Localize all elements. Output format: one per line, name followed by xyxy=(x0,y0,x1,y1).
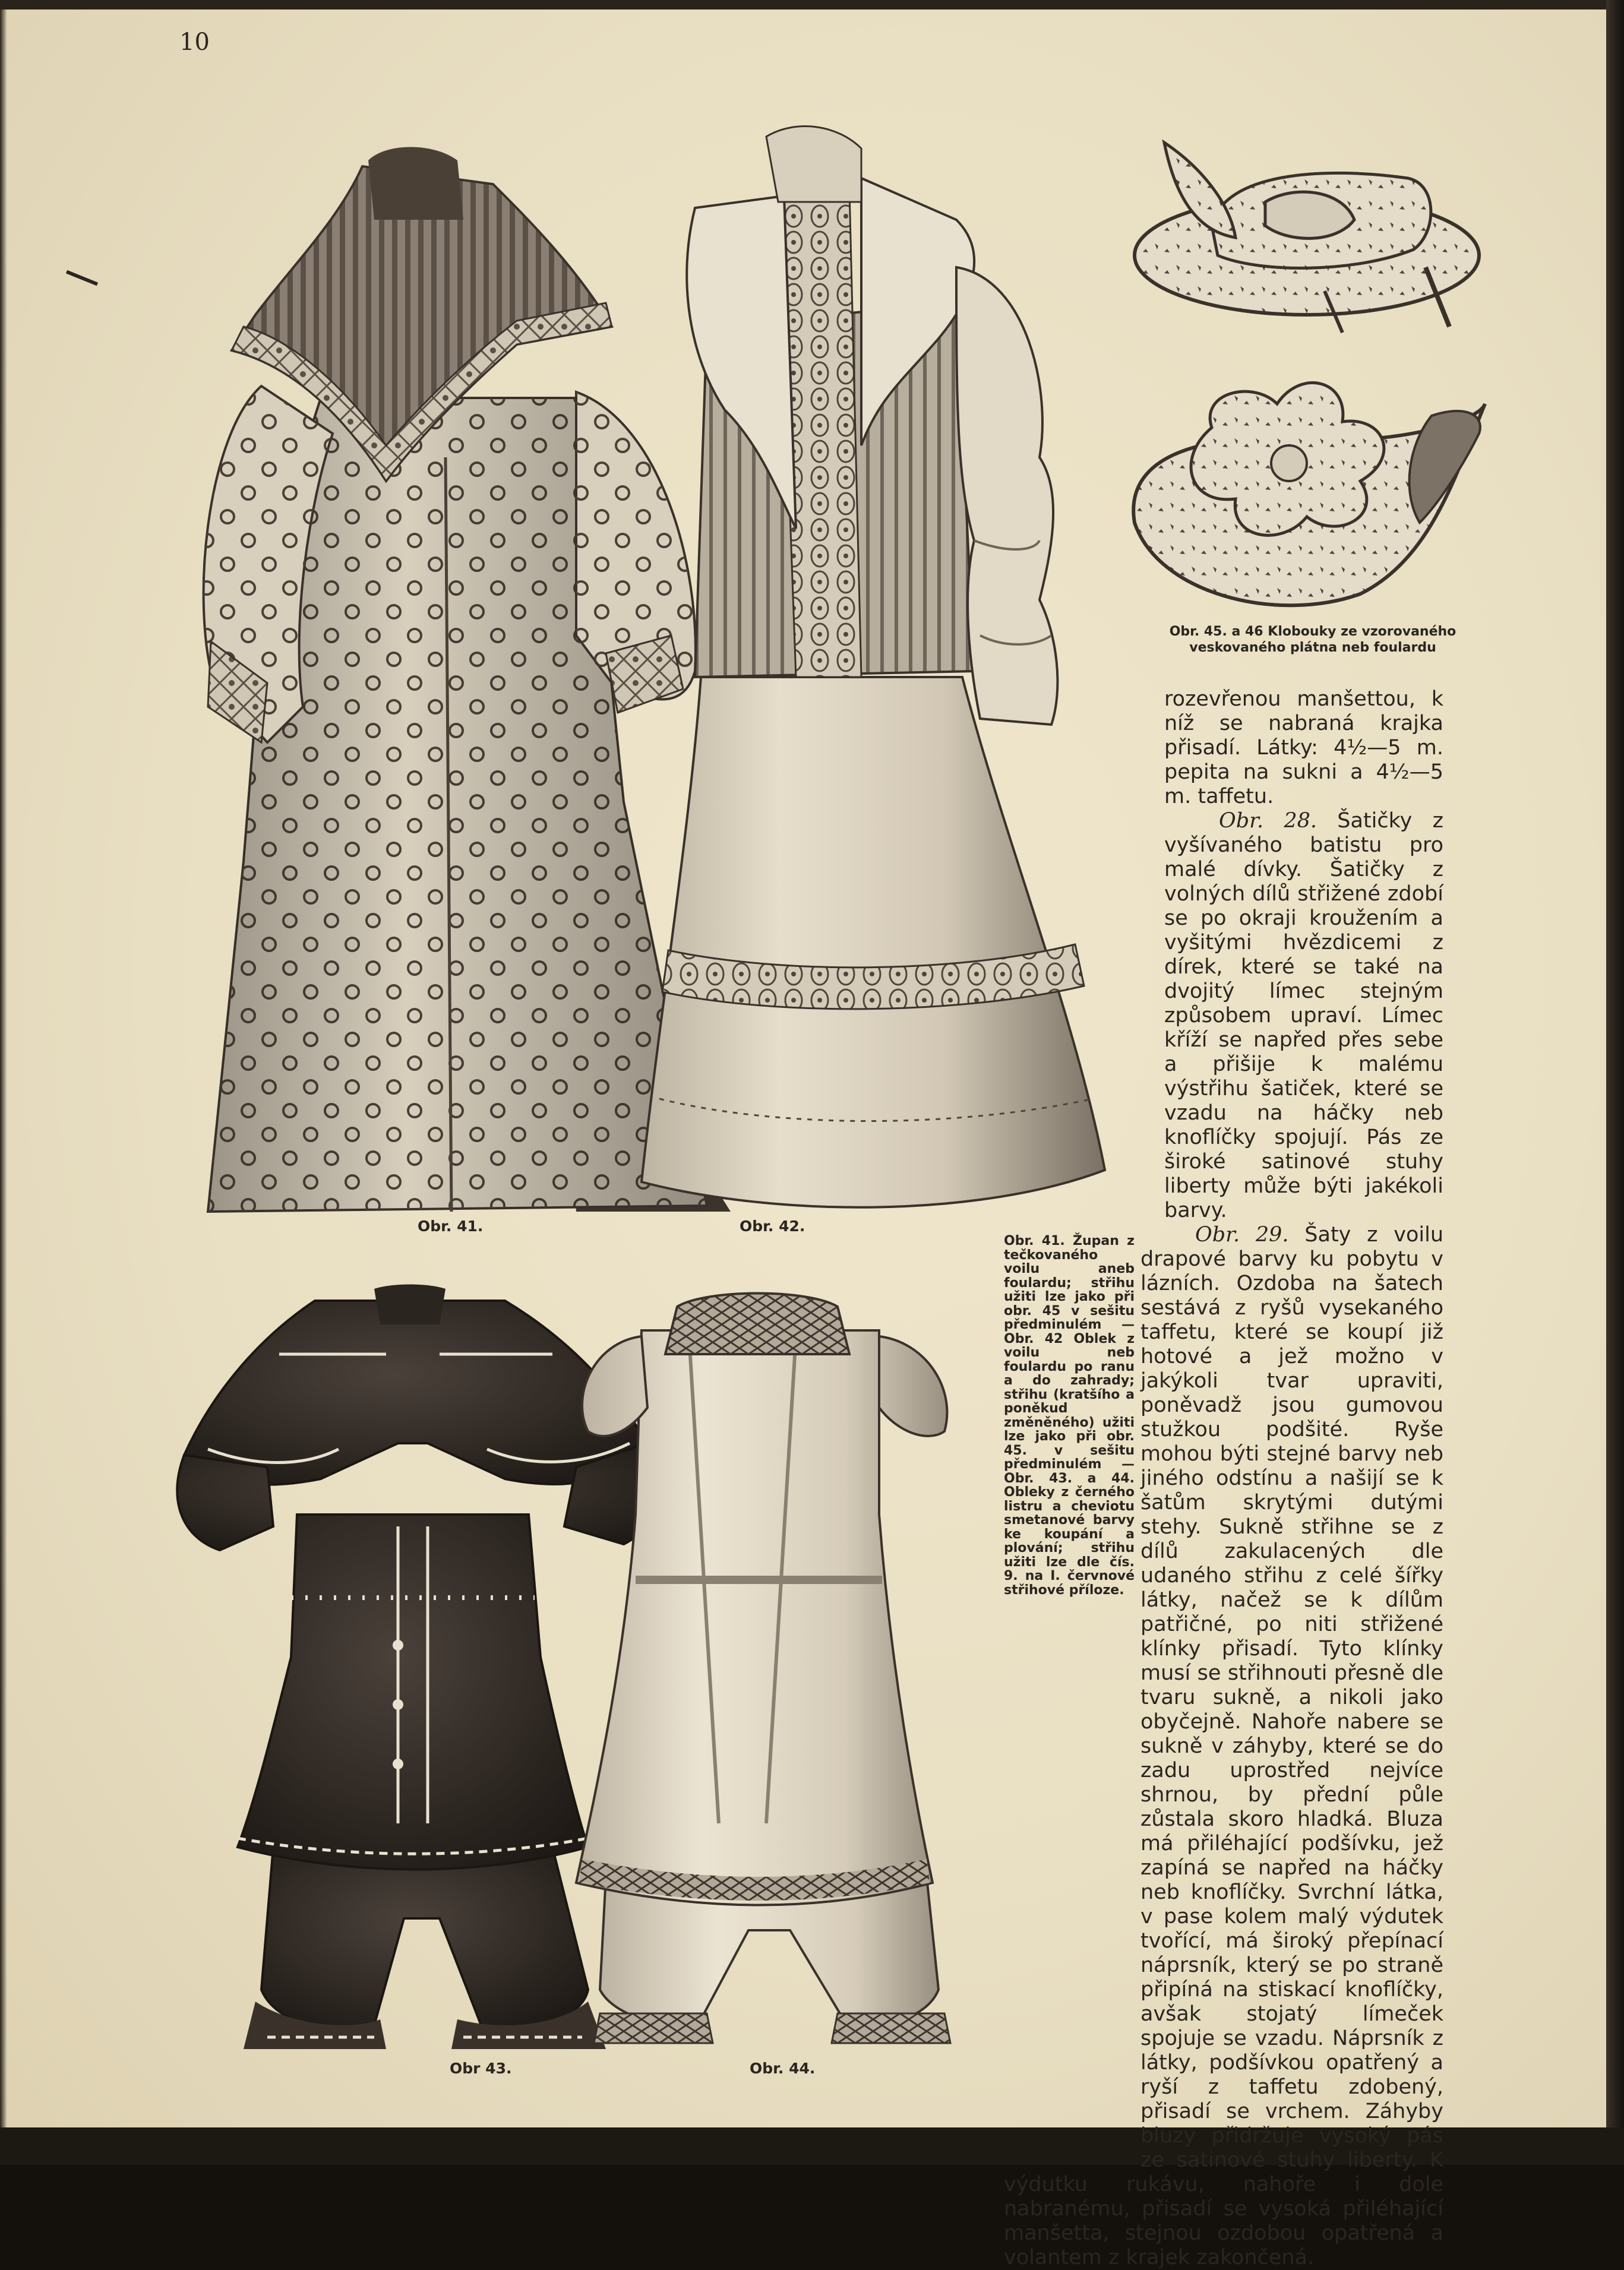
figure-41-label: Obr. 41. xyxy=(418,1218,484,1235)
obr29-label: Obr. 29. xyxy=(1195,1223,1289,1247)
figure-44-label: Obr. 44. xyxy=(750,2060,816,2077)
figure-42-label: Obr. 42. xyxy=(740,1218,805,1235)
figure-45-46-caption: Obr. 45. a 46 Klobouky ze vzorovaného veskovaného plátna neb foulardu xyxy=(1169,624,1456,655)
figure-44-bathing-suit-cream xyxy=(570,1289,956,2055)
figure-46-hat xyxy=(1123,368,1491,618)
figures-41-44-caption: Obr. 41. Župan z tečkovaného voilu aneb foulardu; střihu užiti lze jako při obr. 45 v sešitu předminulém — Obr. 42 Oblek z voilu neb foulardu po ranu a do zahrady; střihu (kratšího a poněkud změněného) užiti lze jako při obr. 45. v sešitu předminulém — Obr. 43. a 44. Obleky z černého listru a cheviotu smetanové barvy ke koupání a plování; střihu užiti lze dle čís. 9. na I. červnové střihové příloze. xyxy=(1004,1234,1135,1598)
page-number: 10 xyxy=(179,29,210,56)
obr28-text: Šatičky z vyšívaného batistu pro malé dívky. Šatičky z volných dílů střižené zdobí se po okraji kroužením a vyšitými hvězdicemi z dírek, které se také na dvojitý límec stejným způsobem upraví. Límec kříží se napřed přes sebe a přišije k malému výstřihu šatiček, které se vzadu na háčky neb knoflíčky spojují. Pás ze široké satinové stuhy liberty může býti jakékoli barvy. xyxy=(1164,809,1443,1222)
article-paragraph-continuation: rozevřenou manšettou, k níž se nabraná krajka přisadí. Látky: 4½—5 m. pepita na sukni a 4½—5 m. taffetu. xyxy=(1164,687,1443,808)
pencil-mark xyxy=(66,270,98,286)
obr28-label: Obr. 28. xyxy=(1219,809,1317,833)
scan-edge-right xyxy=(1606,0,1624,2165)
scan-edge-top xyxy=(0,0,1624,10)
obr29-text: Šaty z voilu drapové barvy ku pobytu v lázních. Ozdoba na šatech sestává z ryšů vysekaného taffetu, které se koupí již hotové a jež možno v jakýkoli tvar upraviti, poněvadž jsou gumovou stužkou podšité. Ryše mohou býti stejné barvy neb jiného odstínu a našijí se k šatům skrytými dutými stehy. Sukně střihne se z dílů zakulacených dle udaného střihu z celé šířky látky, načež se k dílům patřičné, po niti střižené klínky přisadí. Tyto klínky musí se střihnouti přesně dle tvaru sukně, a nikoli jako obyčejně. Nahoře nabere se sukně v záhyby, které se do zadu uprostřed nejvíce shrnou, by přední půle zůstala skoro hladká. Bluza má přiléhající podšívku, jež zapíná se napřed na háčky neb knoflíčky. Svrchní látka, v pase kolem malý výdutek tvořící, má široký přepínací náprsník, který se po straně připíná na stiskací knoflíčky, avšak stojatý límeček spojuje se vzadu. Náprsník z látky, podšívkou opatřený a ryší z taffetu zdobený, přisadí se vrchem. Záhyby bluzy přidržuje vysoký pás ze satinové stuhy liberty. K výdutku rukávu, nahoře i dole nabranému, přisadí se vysoká přiléhající manšetta, stejnou ozdobou opatřená a volantem z krajek zakončená. xyxy=(1004,1223,1444,2269)
figure-45-hat xyxy=(1129,131,1485,333)
article-paragraph-obr29 xyxy=(1004,1223,1443,2270)
figure-43-label: Obr 43. xyxy=(450,2060,512,2077)
article-paragraph-obr28 xyxy=(1164,809,1443,1223)
caption-wrap-spacer xyxy=(1004,1223,1140,2161)
scan-edge-left xyxy=(0,0,7,2165)
figure-42-garden-dress xyxy=(624,125,1111,1223)
